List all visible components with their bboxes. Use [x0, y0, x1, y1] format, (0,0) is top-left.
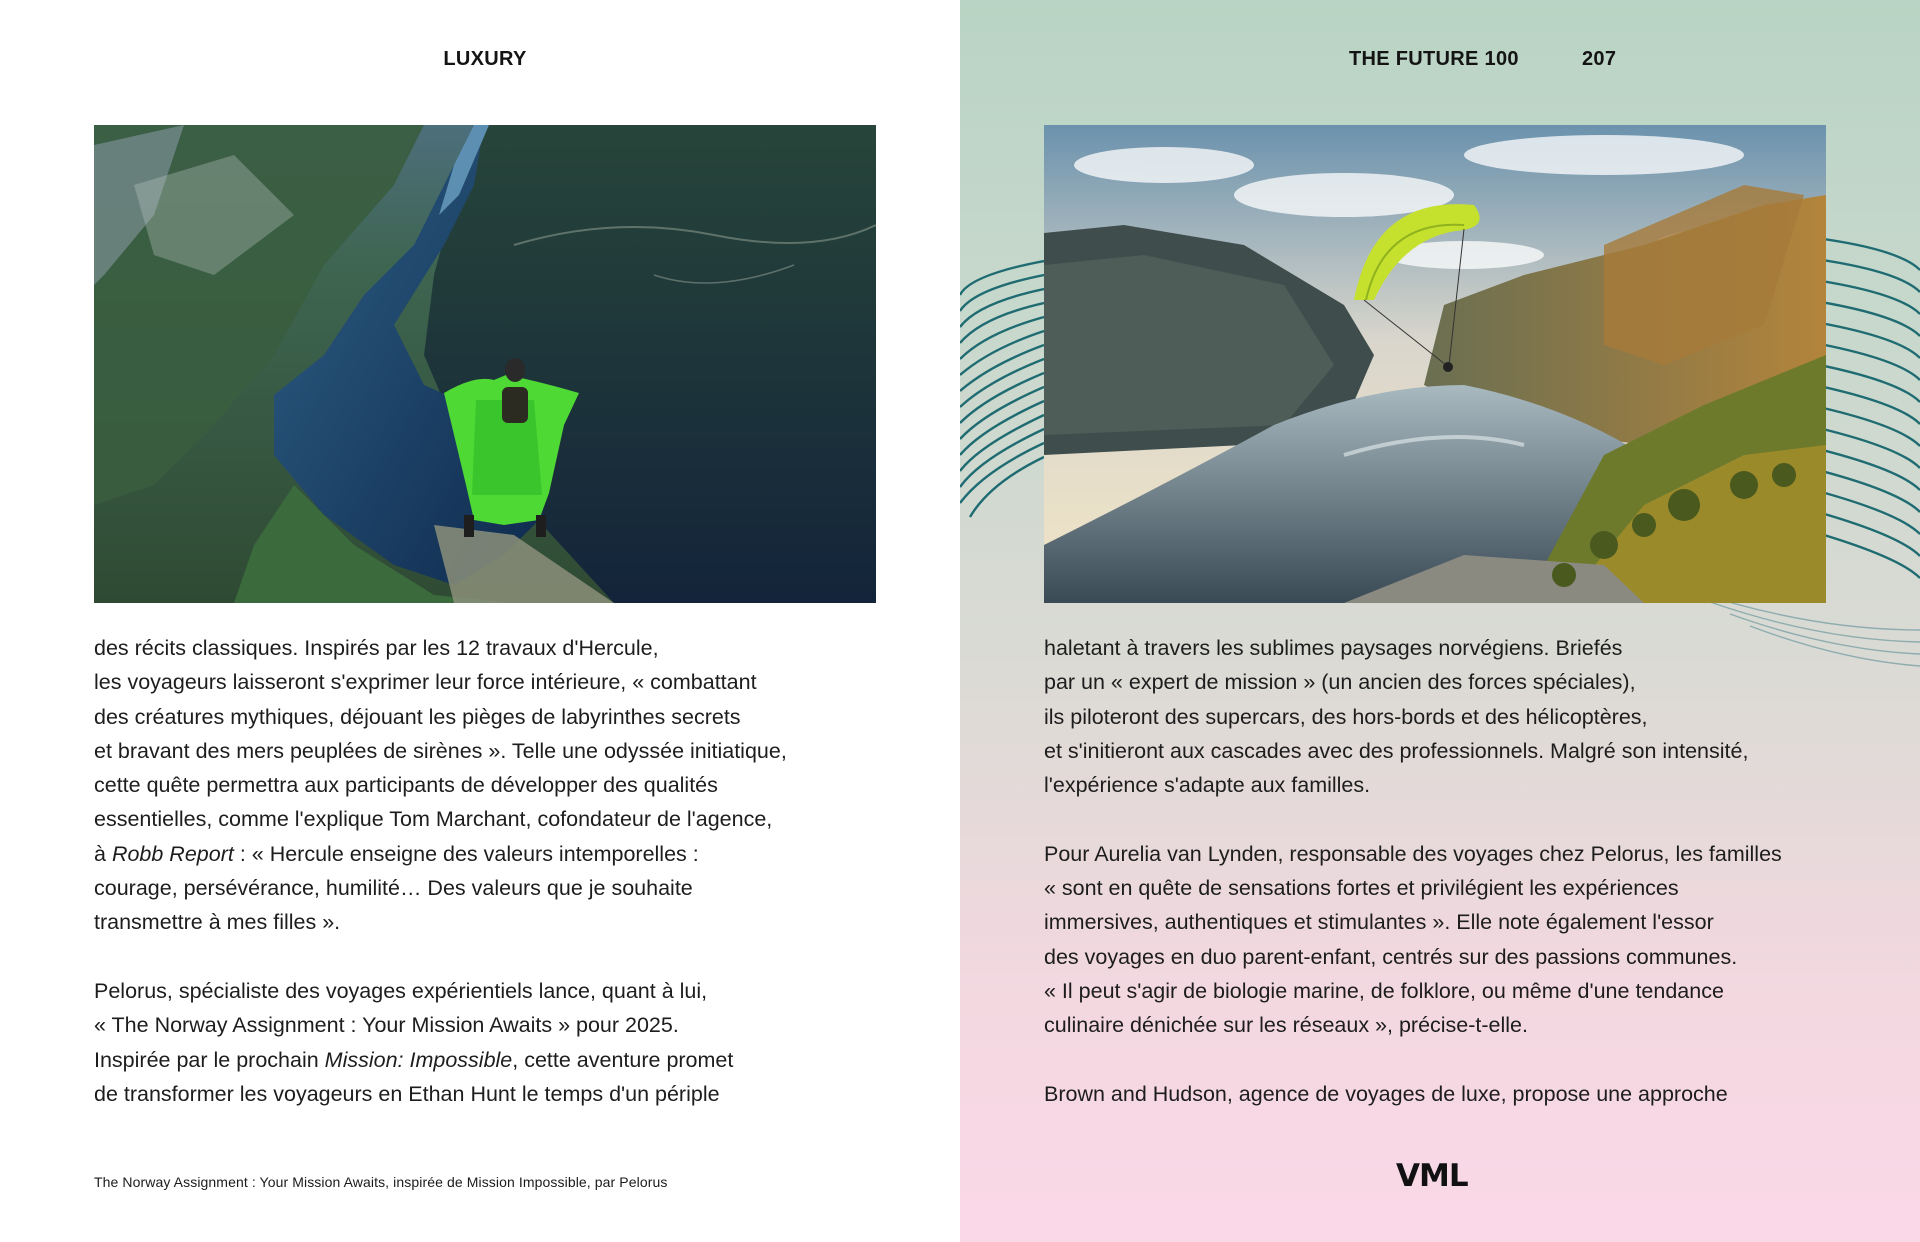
right-page	[960, 0, 1920, 1242]
text-line	[94, 768, 894, 802]
text-segment: des voyages en duo parent-enfant, centrés sur des passions communes.	[1044, 944, 1738, 969]
text-line	[94, 871, 894, 905]
text-line	[94, 802, 894, 836]
decorative-wave-lines-left	[960, 255, 1044, 525]
page-number: 207	[1582, 48, 1617, 70]
text-segment: essentielles, comme l'explique Tom Marchant, cofondateur de l'agence,	[94, 807, 773, 832]
body-paragraph	[1044, 1077, 1844, 1111]
body-paragraph	[94, 974, 894, 1111]
text-segment: , cette aventure promet	[512, 1047, 734, 1072]
text-segment: Inspirée par le prochain	[94, 1047, 325, 1072]
text-line	[1044, 665, 1844, 699]
text-segment: des créatures mythiques, déjouant les pièges de labyrinthes secrets	[94, 704, 741, 729]
text-line	[1044, 1077, 1844, 1111]
text-segment: l'expérience s'adapte aux familles.	[1044, 773, 1371, 798]
text-line	[1044, 768, 1844, 802]
text-segment: courage, persévérance, humilité… Des valeurs que je souhaite	[94, 876, 693, 901]
text-line	[1044, 974, 1844, 1008]
text-segment: « sont en quête de sensations fortes et privilégient les expériences	[1044, 876, 1679, 901]
text-segment: par un « expert de mission » (un ancien des forces spéciales),	[1044, 670, 1636, 695]
text-line	[1044, 871, 1844, 905]
text-segment: à	[94, 841, 112, 866]
text-line	[94, 837, 894, 871]
italic-title: Mission: Impossible	[324, 1047, 513, 1072]
body-paragraph	[1044, 631, 1844, 802]
text-segment: Pour Aurelia van Lynden, responsable des voyages chez Pelorus, les familles	[1044, 841, 1782, 866]
text-segment: Pelorus, spécialiste des voyages expérientiels lance, quant à lui,	[94, 978, 708, 1003]
text-segment: : « Hercule enseigne des valeurs intemporelles :	[233, 841, 699, 866]
text-segment: culinaire dénichée sur les réseaux », précise-t-elle.	[1044, 1013, 1528, 1038]
italic-title: Robb Report	[111, 841, 234, 866]
text-line	[94, 734, 894, 768]
paraglider-photo	[1044, 125, 1826, 603]
text-segment: et s'initieront aux cascades avec des professionnels. Malgré son intensité,	[1044, 738, 1749, 763]
text-segment: ils piloteront des supercars, des hors-bords et des hélicoptères,	[1044, 704, 1648, 729]
text-segment: transmettre à mes filles ».	[94, 910, 341, 935]
right-body-text	[1044, 631, 1844, 1111]
text-line	[94, 1043, 894, 1077]
body-paragraph	[1044, 837, 1844, 1043]
text-segment: des récits classiques. Inspirés par les 12 travaux d'Hercule,	[94, 636, 659, 660]
text-line	[94, 905, 894, 939]
text-segment: haletant à travers les sublimes paysages norvégiens. Briefés	[1044, 636, 1623, 660]
text-segment: de transformer les voyageurs en Ethan Hunt le temps d'un périple	[94, 1081, 720, 1106]
text-segment: les voyageurs laisseront s'exprimer leur force intérieure, « combattant	[94, 670, 757, 695]
photo-caption: The Norway Assignment : Your Mission Awaits, inspirée de Mission Impossible, par Pelorus	[94, 1174, 668, 1190]
text-line	[1044, 837, 1844, 871]
text-segment: cette quête permettra aux participants de développer des qualités	[94, 773, 718, 798]
left-body-text	[94, 631, 894, 1111]
text-line	[1044, 940, 1844, 974]
text-line	[94, 974, 894, 1008]
paraglider-photo-illustration	[1044, 125, 1826, 603]
text-segment: et bravant des mers peuplées de sirènes ». Telle une odyssée initiatique,	[94, 738, 787, 763]
text-line	[94, 700, 894, 734]
text-segment: « Il peut s'agir de biologie marine, de folklore, ou même d'une tendance	[1044, 978, 1724, 1003]
vml-logo: VML	[1396, 1158, 1468, 1194]
body-paragraph	[94, 631, 894, 940]
text-segment: immersives, authentiques et stimulantes ». Elle note également l'essor	[1044, 910, 1714, 935]
text-line	[94, 665, 894, 699]
wingsuit-photo-illustration	[94, 125, 876, 603]
text-line	[1044, 631, 1844, 665]
publication-title: THE FUTURE 100	[1349, 48, 1519, 70]
wingsuit-photo	[94, 125, 876, 603]
text-line	[1044, 700, 1844, 734]
section-header: LUXURY	[443, 48, 527, 70]
text-line	[94, 1077, 894, 1111]
text-segment: « The Norway Assignment : Your Mission Awaits » pour 2025.	[94, 1013, 679, 1038]
text-line	[1044, 1008, 1844, 1042]
text-line	[94, 1008, 894, 1042]
text-segment: Brown and Hudson, agence de voyages de luxe, propose une approche	[1044, 1081, 1728, 1106]
text-line	[1044, 905, 1844, 939]
text-line	[1044, 734, 1844, 768]
text-line	[94, 631, 894, 665]
